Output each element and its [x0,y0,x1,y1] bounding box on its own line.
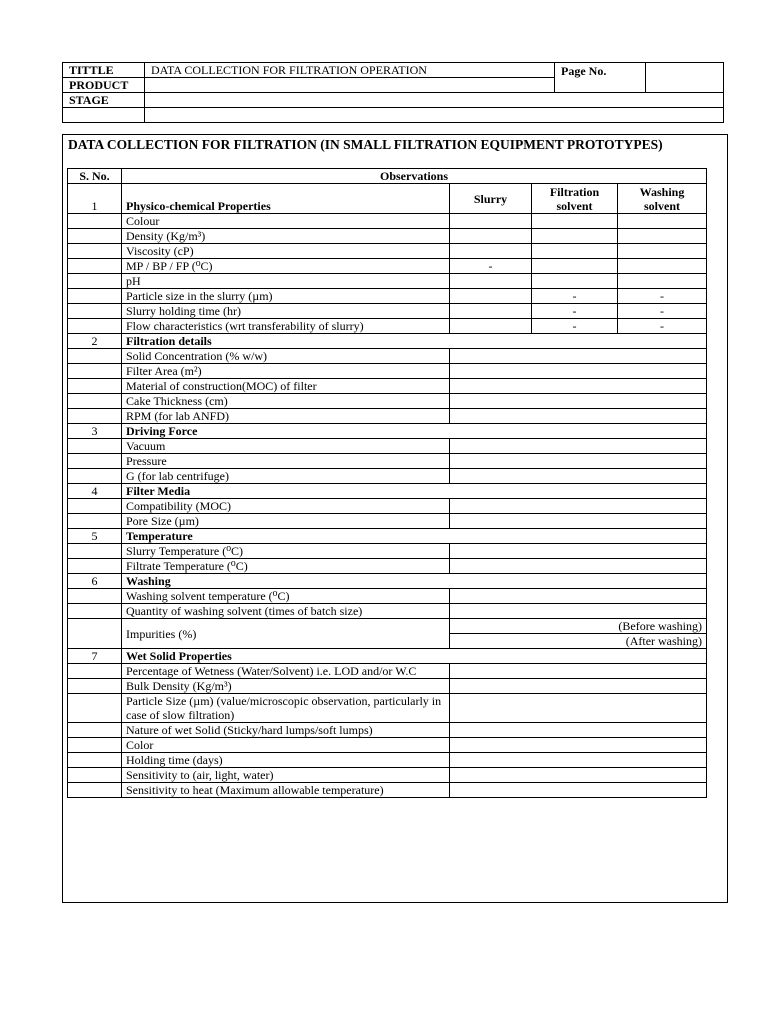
group-heading-row [68,184,707,214]
value-cell[interactable] [450,349,707,364]
sno-cell [68,259,122,274]
value-cell[interactable] [450,379,707,394]
table-row [68,619,707,634]
blank-field[interactable] [145,108,724,123]
sno-cell [68,723,122,738]
group-number: 4 [68,484,122,499]
observation-table [67,168,707,798]
property-label: Pore Size (µm) [122,514,450,529]
property-label: Pressure [122,454,450,469]
value-cell[interactable] [450,694,707,723]
table-row [68,679,707,694]
property-label: Impurities (%) [122,619,450,649]
filtration-solvent-value-cell[interactable]: - [532,289,618,304]
table-row [68,349,707,364]
sno-cell [68,364,122,379]
table-row [68,409,707,424]
value-cell[interactable] [450,679,707,694]
group-heading-row [68,424,707,439]
value-cell[interactable] [450,454,707,469]
property-label: G (for lab centrifuge) [122,469,450,484]
property-label: Slurry holding time (hr) [122,304,450,319]
property-label: Density (Kg/m³) [122,229,450,244]
group-heading: Filter Media [122,484,707,499]
value-cell[interactable] [450,664,707,679]
slurry-value-cell[interactable] [450,244,532,259]
property-label: Material of construction(MOC) of filter [122,379,450,394]
group-number: 7 [68,649,122,664]
table-row [68,469,707,484]
group-number: 5 [68,529,122,544]
group-heading-row [68,529,707,544]
table-row [68,259,707,274]
washing-solvent-value-cell[interactable]: - [618,289,707,304]
group-number: 3 [68,424,122,439]
slurry-value-cell[interactable]: - [450,259,532,274]
table-row [68,738,707,753]
filtration-solvent-value-cell[interactable]: - [532,304,618,319]
value-cell[interactable] [450,738,707,753]
table-row [68,394,707,409]
product-field[interactable] [145,78,555,93]
group-heading: Washing [122,574,707,589]
sno-cell [68,319,122,334]
table-row [68,604,707,619]
sno-cell [68,514,122,529]
filtration-solvent-value-cell[interactable] [532,244,618,259]
property-label: Compatibility (MOC) [122,499,450,514]
washing-solvent-value-cell[interactable] [618,259,707,274]
sno-cell [68,244,122,259]
table-row [68,214,707,229]
table-header-row [68,169,707,184]
washing-solvent-value-cell[interactable]: - [618,319,707,334]
after-washing-value-cell[interactable]: (After washing) [450,634,707,649]
table-row [68,289,707,304]
property-label: Washing solvent temperature (⁰C) [122,589,450,604]
table-row [68,664,707,679]
col-observations-header: Observations [122,169,707,184]
washing-solvent-value-cell[interactable] [618,244,707,259]
col-filtration-solvent-header: Filtration solvent [532,184,618,214]
table-row [68,753,707,768]
washing-solvent-value-cell[interactable] [618,214,707,229]
value-cell[interactable] [450,394,707,409]
property-label: Percentage of Wetness (Water/Solvent) i.e. LOD and/or W.C [122,664,450,679]
table-row [68,514,707,529]
sno-cell [68,379,122,394]
sno-cell [68,768,122,783]
value-cell[interactable] [450,364,707,379]
observation-table-body [68,184,707,798]
blank-cell [63,108,145,123]
sno-cell [68,544,122,559]
slurry-value-cell[interactable] [450,274,532,289]
value-cell[interactable] [450,544,707,559]
table-row [68,364,707,379]
table-row [68,694,707,723]
value-cell[interactable] [450,589,707,604]
sno-cell [68,214,122,229]
property-label: Particle size in the slurry (µm) [122,289,450,304]
property-label: MP / BP / FP (⁰C) [122,259,450,274]
sno-cell [68,454,122,469]
sno-cell [68,604,122,619]
sno-cell [68,783,122,798]
sno-cell [68,679,122,694]
property-label: Vacuum [122,439,450,454]
table-row [68,304,707,319]
value-cell[interactable] [450,499,707,514]
page-number-field[interactable] [646,63,724,93]
property-label: Viscosity (cP) [122,244,450,259]
slurry-value-cell[interactable] [450,289,532,304]
table-row [68,229,707,244]
filtration-solvent-value-cell[interactable]: - [532,319,618,334]
sno-cell [68,274,122,289]
col-washing-solvent-header: Washing solvent [618,184,707,214]
table-row [68,379,707,394]
washing-solvent-value-cell[interactable]: - [618,304,707,319]
sno-cell [68,289,122,304]
col-sno-header: S. No. [68,169,122,184]
group-heading-row [68,574,707,589]
slurry-value-cell[interactable] [450,319,532,334]
sno-cell [68,738,122,753]
value-cell[interactable] [450,604,707,619]
property-label: Color [122,738,450,753]
value-cell[interactable] [450,409,707,424]
group-number: 1 [68,184,122,214]
title-value: DATA COLLECTION FOR FILTRATION OPERATION [145,63,555,78]
property-label: Quantity of washing solvent (times of batch size) [122,604,450,619]
sno-cell [68,619,122,649]
table-row [68,454,707,469]
table-row [68,768,707,783]
sno-cell [68,349,122,364]
group-heading-row [68,484,707,499]
property-label: Bulk Density (Kg/m³) [122,679,450,694]
group-heading-row [68,334,707,349]
sno-cell [68,753,122,768]
group-heading: Physico-chemical Properties [122,184,450,214]
group-heading: Driving Force [122,424,707,439]
sno-cell [68,409,122,424]
sno-cell [68,394,122,409]
property-label: Solid Concentration (% w/w) [122,349,450,364]
property-label: Sensitivity to (air, light, water) [122,768,450,783]
before-washing-value-cell[interactable]: (Before washing) [450,619,707,634]
property-label: Flow characteristics (wrt transferability of slurry) [122,319,450,334]
slurry-value-cell[interactable] [450,229,532,244]
sno-cell [68,559,122,574]
washing-solvent-value-cell[interactable] [618,229,707,244]
sno-cell [68,469,122,484]
value-cell[interactable] [450,723,707,738]
page-number-label: Page No. [555,63,646,93]
sno-cell [68,304,122,319]
filtration-solvent-value-cell[interactable] [532,214,618,229]
sno-cell [68,694,122,723]
table-row [68,723,707,738]
property-label: Sensitivity to heat (Maximum allowable temperature) [122,783,450,798]
filtration-solvent-value-cell[interactable] [532,259,618,274]
property-label: RPM (for lab ANFD) [122,409,450,424]
product-label: PRODUCT [63,78,145,93]
property-label: Holding time (days) [122,753,450,768]
group-heading: Filtration details [122,334,707,349]
group-number: 2 [68,334,122,349]
property-label: Slurry Temperature (⁰C) [122,544,450,559]
filtration-solvent-value-cell[interactable] [532,274,618,289]
group-heading: Wet Solid Properties [122,649,707,664]
sno-cell [68,499,122,514]
title-label: TITTLE [63,63,145,78]
value-cell[interactable] [450,469,707,484]
washing-solvent-value-cell[interactable] [618,274,707,289]
table-row [68,783,707,798]
value-cell[interactable] [450,439,707,454]
table-row [68,559,707,574]
header-row-stage [63,93,724,108]
property-label: Colour [122,214,450,229]
group-heading: Temperature [122,529,707,544]
stage-field[interactable] [145,93,724,108]
section-title: DATA COLLECTION FOR FILTRATION (IN SMALL FILTRATION EQUIPMENT PROTOTYPES) [68,137,663,152]
stage-label: STAGE [63,93,145,108]
header-row-title [63,63,724,78]
value-cell[interactable] [450,559,707,574]
value-cell[interactable] [450,783,707,798]
property-label: Particle Size (µm) (value/microscopic observation, particularly in case of slow filtration) [122,694,450,723]
table-row [68,499,707,514]
property-label: Filtrate Temperature (⁰C) [122,559,450,574]
group-heading-row [68,649,707,664]
group-number: 6 [68,574,122,589]
property-label: pH [122,274,450,289]
header-table [62,62,724,123]
table-row [68,244,707,259]
value-cell[interactable] [450,768,707,783]
property-label: Cake Thickness (cm) [122,394,450,409]
table-row [68,589,707,604]
filtration-solvent-value-cell[interactable] [532,229,618,244]
slurry-value-cell[interactable] [450,304,532,319]
slurry-value-cell[interactable] [450,214,532,229]
col-slurry-header: Slurry [450,184,532,214]
sno-cell [68,589,122,604]
sno-cell [68,439,122,454]
table-row [68,544,707,559]
table-row [68,319,707,334]
property-label: Nature of wet Solid (Sticky/hard lumps/soft lumps) [122,723,450,738]
sno-cell [68,229,122,244]
property-label: Filter Area (m²) [122,364,450,379]
table-row [68,439,707,454]
sno-cell [68,664,122,679]
value-cell[interactable] [450,514,707,529]
table-row [68,274,707,289]
value-cell[interactable] [450,753,707,768]
header-row-blank [63,108,724,123]
